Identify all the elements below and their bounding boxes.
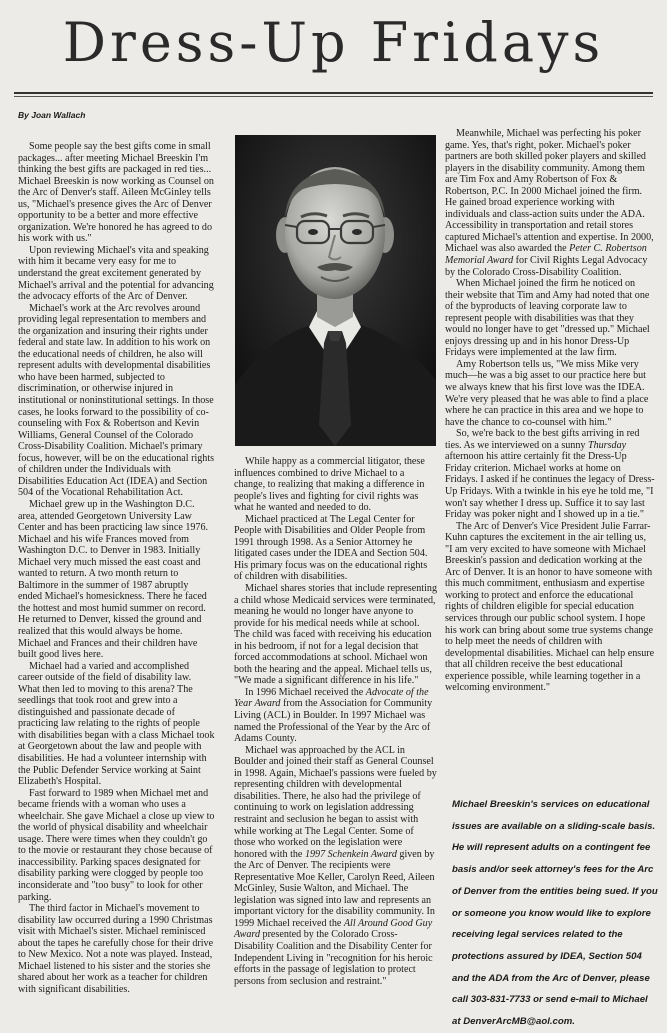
sidebar-text: Michael Breeskin's services on educational issues are available on a sliding-scale basis. He will represent adults on a contingent fee basis and/or seek attorney's fees for the Arc of Denver from the entities being sued. If you or someone you know would like to explore receiving legal services related to the protections assured by IDEA, Section 504 and the ADA from the Arc of Denver, please call 303-831-7733 or send e-mail to Michael at DenverArcMB@aol.com. <box>452 799 658 1028</box>
article-title: Dress-Up Fridays <box>62 11 605 74</box>
text-run: In 1996 Michael received the <box>245 686 366 698</box>
byline: By Joan Wallach <box>18 110 86 120</box>
column-3 <box>445 128 655 694</box>
paragraph: Upon reviewing Michael's vita and speaking with him it became very easy for me to understand the great excitement generated by Michael's arrival and the potential for advancing the advocacy efforts of the Arc of Denver. <box>18 244 214 303</box>
award-name: All Around Good Guy Award <box>234 917 433 941</box>
paragraph: Michael practiced at The Legal Center for People with Disabilities and Older People from 1991 through 1998. As a Senior Attorney he litigated cases under the IDEA and Section 504. His primary focus was on the educational rights of children with disabilities. <box>234 513 428 583</box>
paragraph: Michael grew up in the Washington D.C. area, attended Georgetown University Law Center and has been practicing law since 1976. Michael and his wife Frances moved from Washington D.C. to Denver in 1983. Initially Michael very much missed the east coast and wanted to return. A two month return to Baltimore in the summer of 1987 abruptly ended Michael's homesickness. There he faced the hottest and most humid summer on record. He returned to Denver, kissed the ground and realized that this would always be home. Michael and Frances and their children have built good lives here. <box>18 498 209 661</box>
text-run: Meanwhile, Michael was perfecting his poker game. Yes, that's right, poker. Michael's poker partners are both skilled poker players and skilled players in the disability community. Among them are Tim Fox and Amy Robertson of Fox & Robertson, P.C. In 2000 Michael joined the firm. He gained broad experience working with individuals and class-action suits under the ADA. Accessibility in transportation and retail stores captured Michael's attention and expertise. In 2000, Michael was also awarded the <box>445 128 654 255</box>
paragraph: Amy Robertson tells us, "We miss Mike very much—he was a big asset to our practice here but we always knew that his first love was the IDEA. We're very pleased that he was able to find a place where he can practice in this area and we hope to have the chance to co-counsel with him." <box>445 358 649 428</box>
text-run: from the Association for Community Living (ACL) in Boulder. In 1997 Michael was named the Professional of the Year by the Arc of Adams County. <box>234 698 433 745</box>
column-1 <box>18 141 215 995</box>
paragraph: Michael had a varied and accomplished career outside of the field of disability law. What then led to moving to this arena? The seedlings that took root and grew into a distinguished and passionate decade of practicing law relating to the rights of people with disabilities began with a class Michael took at Georgetown about the law and people with disabilities. He had a volunteer internship with the Public Defender Service working at Saint Elizabeth's Hospital. <box>18 660 215 788</box>
paragraph: Michael shares stories that include representing a child whose Medicaid services were terminated, meaning he would no longer have anyone to provide for his medical needs while at school. The child was faced with receiving his education in his bedroom, if not for a legal decision that forced accommodations at school. Michael won both the hearing and the appeal. Michael tells us, "We made a significant difference in his life." <box>234 583 437 687</box>
paragraph: While happy as a commercial litigator, these influences combined to drive Michael to a change, to realizing that making a difference in people's lives and fighting for civil rights was what he wanted and needed to do. <box>234 456 425 514</box>
paragraph: Michael's work at the Arc revolves around providing legal representation to members and the organization and insuring their rights under federal and state law. In addition to his work on the educational needs of children, he also will represent adults with developmental disabilities who have been harmed, subjected to discrimination, or otherwise injured in institutional or noninstitutional settings. In those cases, he looks forward to the possibility of co-counseling with Fox & Robertson and Kevin Williams, General Counsel of the Colorado Cross-Disability Coalition. Michael's primary focus, however, will be on the educational rights of children under the Individuals with Disabilities Education Act (IDEA) and Section 504 of the Vocational Rehabilitation Act. <box>18 302 215 499</box>
services-sidebar <box>452 794 658 1033</box>
paragraph: Some people say the best gifts come in small packages... after meeting Michael Breeskin I'm thinking the best gifts are packaged in red ties... Michael Breeskin is now working as Counsel on the Arc of Denver's staff. Aileen McGinley tells us, "Michael's presence gives the Arc of Denver opportunity to be a better and more effective organization. We're honored he has agreed to do his work with us." <box>18 141 214 245</box>
portrait-illustration <box>235 135 436 446</box>
text-run: presented by the Colorado Cross-Disability Coalition and the Disability Center for Independent Living in "recognition for his heroic efforts in the passage of legislation to protect persons from seclusion and restraint." <box>234 929 433 987</box>
paragraph: Fast forward to 1989 when Michael met and became friends with a woman who uses a wheelchair. She gave Michael a close up view to the world of physical disability and wheelchair usage. There were times when they couldn't go to the movie or restaurant they chose because of inaccessibility. Parking spaces designated for disability parking were clogged by people too inconsiderate and "too busy" to look for other parking. <box>18 787 215 903</box>
paragraph: The Arc of Denver's Vice President Julie Farrar-Kuhn captures the excitement in the air telling us, "I am very excited to have someone with Michael Breeskin's passion and dedication working at the Arc of Denver. It is an honor to have someone with this much commitment, enthusiasm and expertise working to protect and enforce the educational rights of children eligible for special education services through our public school system. I hope his work can bring about some true systems change to help meet the needs of children with developmental disabilities. Michael can help ensure that all children receive the best educational experience possible, while learning together in a welcoming environment." <box>445 520 655 694</box>
award-name: Advocate of the Year Award <box>234 686 429 710</box>
text-run: for Civil Rights Legal Advocacy by the Colorado Cross-Disability Coalition. <box>445 255 648 278</box>
column-2 <box>234 456 437 987</box>
text-run: given by the Arc of Denver. The recipients were Representative Moe Keller, Carolyn Reed, Aileen McGinley, Susie Walton, and Michael. The legislation was signed into law and represents an important victory for the disability community. In 1999 Michael received the <box>234 848 435 929</box>
emphasis: Thursday <box>587 439 627 451</box>
text-run: afternoon his attire certainly fit the Dress-Up Friday criterion. Michael works at home on Fridays. I asked if he continues the legacy of Dress-Up Fridays. With a twinkle in his eye he told me, "I won't say whether I dress up. Suffice it to say last Friday was poker night and I showed up in a tie." <box>445 451 655 521</box>
paragraph: The third factor in Michael's movement to disability law occurred during a 1990 Christmas visit with Michael's sister. Michael reminisced about the tapes he carefully chose for their drive to New Mexico. Not a note was played. Instead, Michael listened to his sister and the stories she shared about her work as a teacher for children with significant disabilities. <box>18 903 214 995</box>
paragraph <box>234 745 437 987</box>
paragraph <box>445 428 655 520</box>
portrait-photo <box>235 135 436 446</box>
paragraph <box>234 687 437 745</box>
text-run: Michael was approached by the ACL in Boulder and joined their staff as General Counsel in 1998. Again, Michael's passions were fueled by representing children with developmental disabilities. There, he also had the privilege of continuing to work on legislation addressing restraint and seclusion he began to assist with while working at The Legal Center. Some of those who worked on the legislation were honored with the <box>234 744 437 860</box>
title-rule <box>14 92 653 94</box>
title-rule-thin <box>14 96 653 97</box>
award-name: Peter C. Robertson Memorial Award <box>445 243 647 267</box>
award-name: 1997 Schenkein Award <box>304 848 397 860</box>
paragraph <box>445 128 655 278</box>
paragraph: When Michael joined the firm he noticed on their website that Tim and Amy had noted that one of the byproducts of leaving corporate law to represent people with disabilities was that they would no longer have to get "dressed up." Michael enjoys dressing up and in his honor Dress-Up Fridays were implemented at the law firm. <box>445 278 650 359</box>
text-run: So, we're back to the best gifts arriving in red ties. As we interviewed on a sunny <box>445 428 640 451</box>
